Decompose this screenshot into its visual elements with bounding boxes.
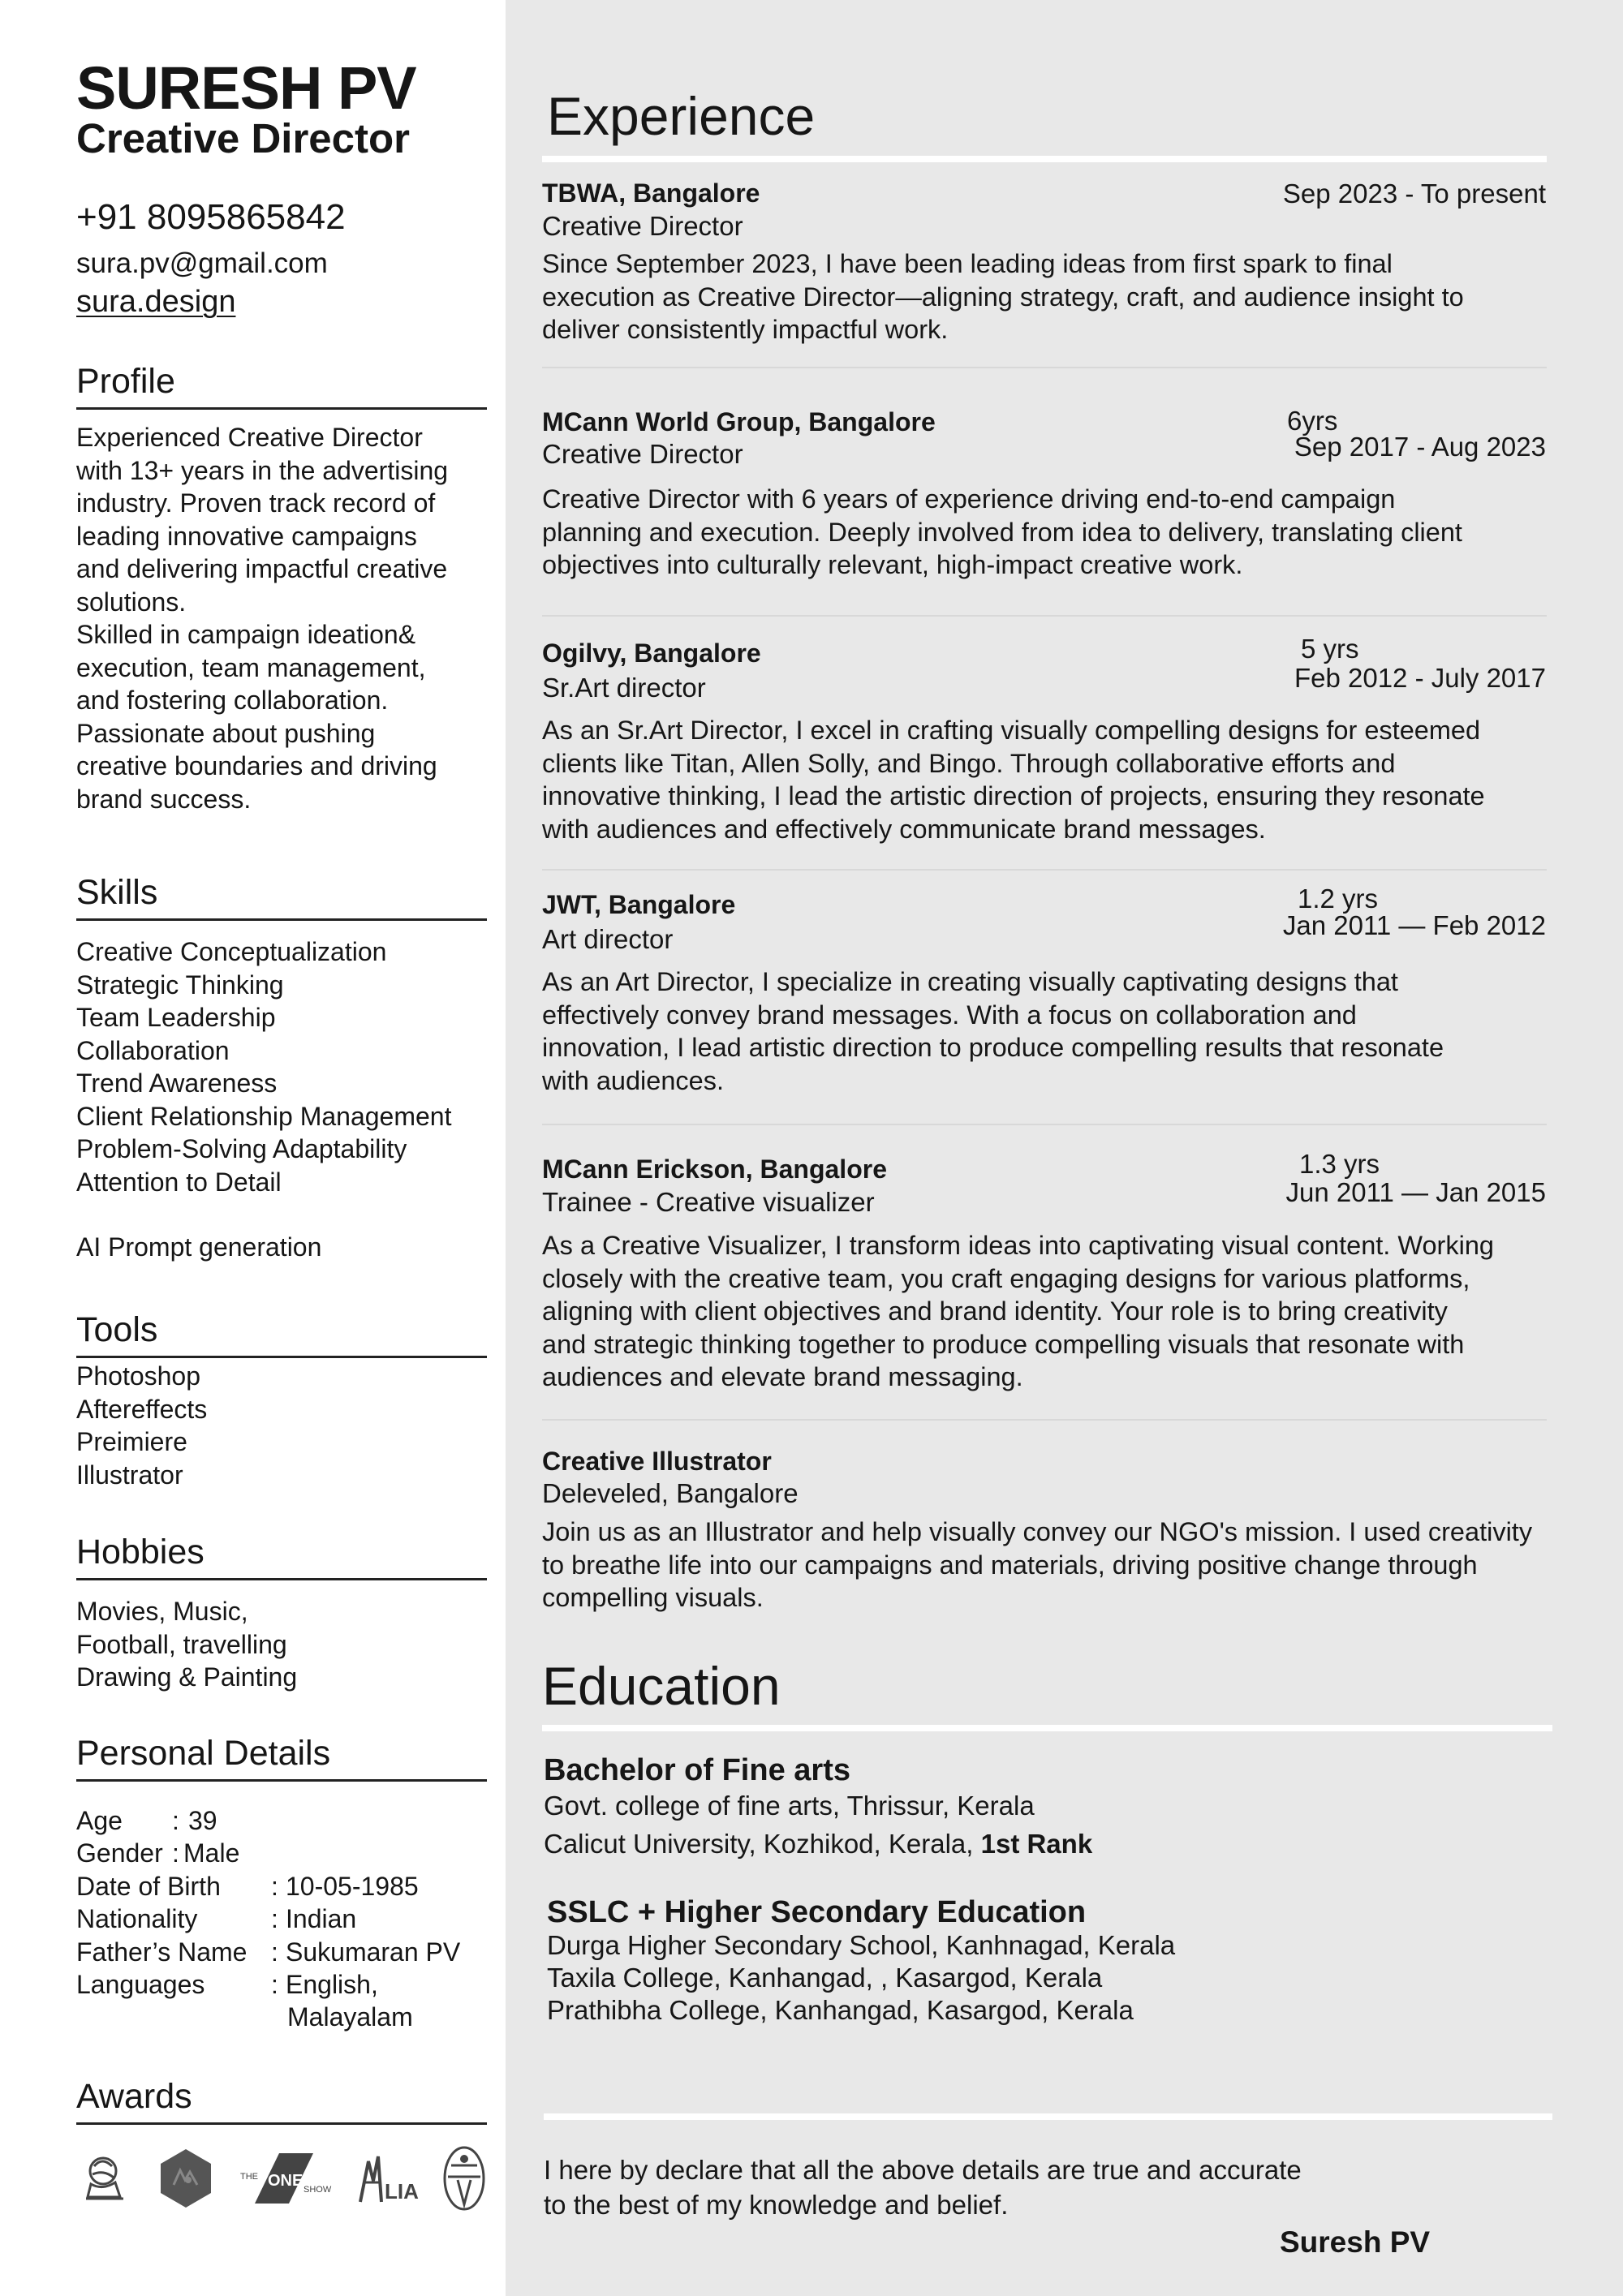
job-separator: [542, 367, 1547, 368]
nationality-label: Nationality: [76, 1904, 198, 1933]
lia-text: LIA: [385, 2179, 419, 2204]
job-date: Sep 2017 - Aug 2023: [1294, 432, 1546, 462]
skill-item: Problem-Solving Adaptability: [76, 1134, 407, 1163]
profile-line: with 13+ years in the advertising: [76, 455, 449, 485]
tool-item: Preimiere: [76, 1427, 187, 1456]
website-link[interactable]: sura.design: [76, 285, 236, 319]
hobby-line: Drawing & Painting: [76, 1662, 298, 1692]
job-company: MCann Erickson, Bangalore: [542, 1154, 887, 1184]
job-company: MCann World Group, Bangalore: [542, 407, 936, 436]
skill-item: Attention to Detail: [76, 1167, 282, 1197]
one-show-text-one: ONE: [268, 2172, 304, 2190]
job-description: [542, 1229, 1589, 1394]
job-role: Creative Director: [542, 439, 743, 469]
job-separator: [542, 1124, 1547, 1125]
tools-heading: Tools: [76, 1313, 487, 1358]
skill-item: Team Leadership: [76, 1003, 276, 1032]
job-role: Sr.Art director: [542, 673, 706, 703]
degree-title: Bachelor of Fine arts: [544, 1753, 850, 1787]
profile-line: creative boundaries and driving: [76, 751, 437, 780]
email-address: sura.pv@gmail.com: [76, 247, 328, 279]
job-description-line: innovative thinking, I lead the artistic direction of projects, ensuring they resonate: [542, 781, 1485, 810]
job-role: Art director: [542, 924, 674, 954]
job-description-line: closely with the creative team, you craft engaging designs for various platforms,: [542, 1263, 1470, 1293]
gender-row: [76, 1837, 240, 1869]
job-description-line: to breathe life into our campaigns and materials, driving positive change through: [542, 1550, 1478, 1580]
the-one-show-logo: [239, 2150, 332, 2207]
job-description: [542, 714, 1589, 845]
languages-separator: :: [271, 1970, 278, 1999]
profile-line: Experienced Creative Director: [76, 423, 423, 452]
skill-item: Strategic Thinking: [76, 970, 284, 1000]
profile-line: brand success.: [76, 784, 252, 814]
profile-line: execution, team management,: [76, 652, 426, 682]
languages-value-continued: Malayalam: [287, 2002, 413, 2032]
tools-list: [76, 1360, 498, 1491]
profile-line: Skilled in campaign ideation&: [76, 620, 416, 649]
candidate-title: Creative Director: [76, 115, 411, 161]
job-description: [542, 965, 1589, 1097]
job-description: [542, 247, 1589, 346]
job-description-line: execution as Creative Director—aligning strategy, craft, and audience insight to: [542, 282, 1464, 312]
education-heading: Education: [542, 1656, 781, 1716]
hobby-line: Football, travelling: [76, 1629, 287, 1659]
job-date: Jan 2011 — Feb 2012: [1282, 910, 1546, 940]
job-description-line: effectively convey brand messages. With a focus on collaboration and: [542, 1000, 1357, 1030]
d-and-ad-logo: [157, 2148, 214, 2209]
nationality-row: [76, 1903, 357, 1935]
school-line: Durga Higher Secondary School, Kanhnagad, Kerala: [547, 1930, 1176, 1960]
job-role: Deleveled, Bangalore: [542, 1478, 799, 1508]
dob-row: [76, 1870, 419, 1903]
job-description-line: As an Sr.Art Director, I excel in crafting visually compelling designs for esteemed: [542, 716, 1481, 745]
declaration-text: [544, 2152, 1436, 2222]
job-company: TBWA, Bangalore: [542, 178, 760, 208]
job-date: Jun 2011 — Jan 2015: [1285, 1177, 1546, 1207]
job-description-line: As a Creative Visualizer, I transform ideas into captivating visual content. Working: [542, 1231, 1494, 1260]
job-description-line: audiences and elevate brand messaging.: [542, 1362, 1023, 1391]
skill-item: Trend Awareness: [76, 1068, 278, 1098]
gender-label: Gender: [76, 1838, 163, 1868]
job-description-line: compelling visuals.: [542, 1583, 764, 1612]
hobbies-list: [76, 1595, 498, 1694]
declaration-line: to the best of my knowledge and belief.: [544, 2190, 1009, 2220]
job-description-line: clients like Titan, Allen Solly, and Bingo. Through collaborative efforts and: [542, 748, 1396, 778]
job-description-line: Creative Director with 6 years of experience driving end-to-end campaign: [542, 484, 1396, 514]
declaration-line: I here by declare that all the above details are true and accurate: [544, 2155, 1302, 2185]
job-description-line: innovation, I lead artistic direction to produce compelling results that resonate: [542, 1033, 1444, 1062]
job-description-line: planning and execution. Deeply involved from idea to delivery, translating client: [542, 517, 1462, 547]
job-role: Creative Director: [542, 211, 743, 241]
degree-university: [544, 1830, 1092, 1857]
signature-name: Suresh PV: [1280, 2225, 1431, 2259]
tool-item: Illustrator: [76, 1460, 183, 1490]
spikes-asia-logo: [441, 2144, 487, 2212]
job-description-line: As an Art Director, I specialize in creating visually captivating designs that: [542, 967, 1398, 996]
job-date: Sep 2023 - To present: [1282, 178, 1546, 209]
job-role: Trainee - Creative visualizer: [542, 1187, 875, 1217]
job-duration: 1.3 yrs: [1299, 1149, 1380, 1179]
job-description-line: Join us as an Illustrator and help visually convey our NGO's mission. I used creativity: [542, 1517, 1533, 1546]
job-description-line: objectives into culturally relevant, high-impact creative work.: [542, 550, 1243, 579]
degree-rank: 1st Rank: [980, 1829, 1093, 1859]
one-show-text-the: THE: [240, 2172, 258, 2182]
degree-title: SSLC + Higher Secondary Education: [547, 1895, 1087, 1929]
experience-divider: [542, 156, 1547, 162]
gender-separator: :: [172, 1838, 179, 1868]
hobby-line: Movies, Music,: [76, 1597, 248, 1626]
dob-value: 10-05-1985: [286, 1872, 419, 1901]
job-description-line: with audiences and effectively communicate brand messages.: [542, 814, 1266, 844]
profile-line: and fostering collaboration.: [76, 686, 389, 715]
hobbies-heading: Hobbies: [76, 1535, 487, 1580]
age-label: Age: [76, 1806, 123, 1835]
profile-line: and delivering impactful creative: [76, 554, 448, 583]
profile-line: solutions.: [76, 587, 187, 617]
cannes-lions-logo: [76, 2150, 133, 2207]
father-name-value: Sukumaran PV: [286, 1937, 461, 1967]
degree-institution: Govt. college of fine arts, Thrissur, Kerala: [544, 1791, 1035, 1821]
skill-item: Collaboration: [76, 1035, 230, 1065]
skill-item: AI Prompt generation: [76, 1232, 322, 1262]
skills-heading: Skills: [76, 875, 487, 921]
father-name-row: [76, 1936, 461, 1968]
job-company: Creative Illustrator: [542, 1447, 772, 1476]
skills-list: [76, 935, 498, 1264]
job-company: JWT, Bangalore: [542, 890, 736, 919]
job-date: Feb 2012 - July 2017: [1294, 663, 1546, 693]
job-duration: 6yrs: [1287, 406, 1338, 436]
profile-line: industry. Proven track record of: [76, 488, 436, 518]
candidate-name: SURESH PV: [76, 54, 416, 122]
profile-line: Passionate about pushing: [76, 718, 376, 748]
languages-value: English,: [286, 1970, 378, 1999]
nationality-value: Indian: [286, 1904, 357, 1933]
father-name-separator: :: [271, 1937, 278, 1967]
lia-logo: [352, 2150, 417, 2207]
skill-item: Client Relationship Management: [76, 1101, 452, 1131]
left-sidebar: [0, 0, 506, 2296]
job-duration: 1.2 yrs: [1298, 884, 1379, 914]
skill-item: Creative Conceptualization: [76, 937, 387, 966]
job-description-line: Since September 2023, I have been leading ideas from first spark to final: [542, 249, 1393, 278]
personal-details-heading: Personal Details: [76, 1736, 487, 1782]
job-description-line: and strategic thinking together to produce compelling visuals that resonate with: [542, 1329, 1465, 1359]
tool-item: Aftereffects: [76, 1394, 208, 1424]
job-separator: [542, 615, 1547, 617]
experience-heading: Experience: [547, 86, 816, 146]
languages-label: Languages: [76, 1970, 205, 1999]
gender-value: Male: [183, 1838, 240, 1868]
degree-university-text: Calicut University, Kozhikod, Kerala,: [544, 1829, 974, 1859]
one-show-text-show: SHOW: [304, 2185, 332, 2195]
job-description: [542, 1516, 1589, 1615]
dob-separator: :: [271, 1872, 278, 1901]
declaration-divider: [544, 2113, 1552, 2120]
age-separator: :: [172, 1806, 179, 1835]
job-description-line: aligning with client objectives and brand identity. Your role is to bring creativity: [542, 1296, 1448, 1326]
languages-row: [76, 1968, 378, 2001]
education-divider: [542, 1725, 1552, 1731]
tool-item: Photoshop: [76, 1361, 201, 1391]
school-line: Prathibha College, Kanhangad, Kasargod, Kerala: [547, 1995, 1134, 2025]
job-separator: [542, 1419, 1547, 1421]
phone-number: +91 8095865842: [76, 197, 346, 237]
job-description-line: with audiences.: [542, 1065, 725, 1095]
age-row: [76, 1804, 217, 1837]
awards-heading: Awards: [76, 2079, 487, 2125]
age-value: 39: [188, 1806, 217, 1835]
father-name-label: Father’s Name: [76, 1937, 248, 1967]
job-description: [542, 483, 1589, 582]
profile-text: [76, 421, 498, 815]
dob-label: Date of Birth: [76, 1872, 221, 1901]
job-duration: 5 yrs: [1301, 634, 1359, 664]
job-description-line: deliver consistently impactful work.: [542, 315, 949, 344]
job-company: Ogilvy, Bangalore: [542, 638, 761, 668]
school-line: Taxila College, Kanhangad, , Kasargod, Kerala: [547, 1963, 1103, 1993]
nationality-separator: :: [271, 1904, 278, 1933]
profile-heading: Profile: [76, 364, 487, 410]
profile-line: leading innovative campaigns: [76, 521, 417, 551]
job-separator: [542, 869, 1547, 871]
awards-logos: [76, 2146, 487, 2211]
